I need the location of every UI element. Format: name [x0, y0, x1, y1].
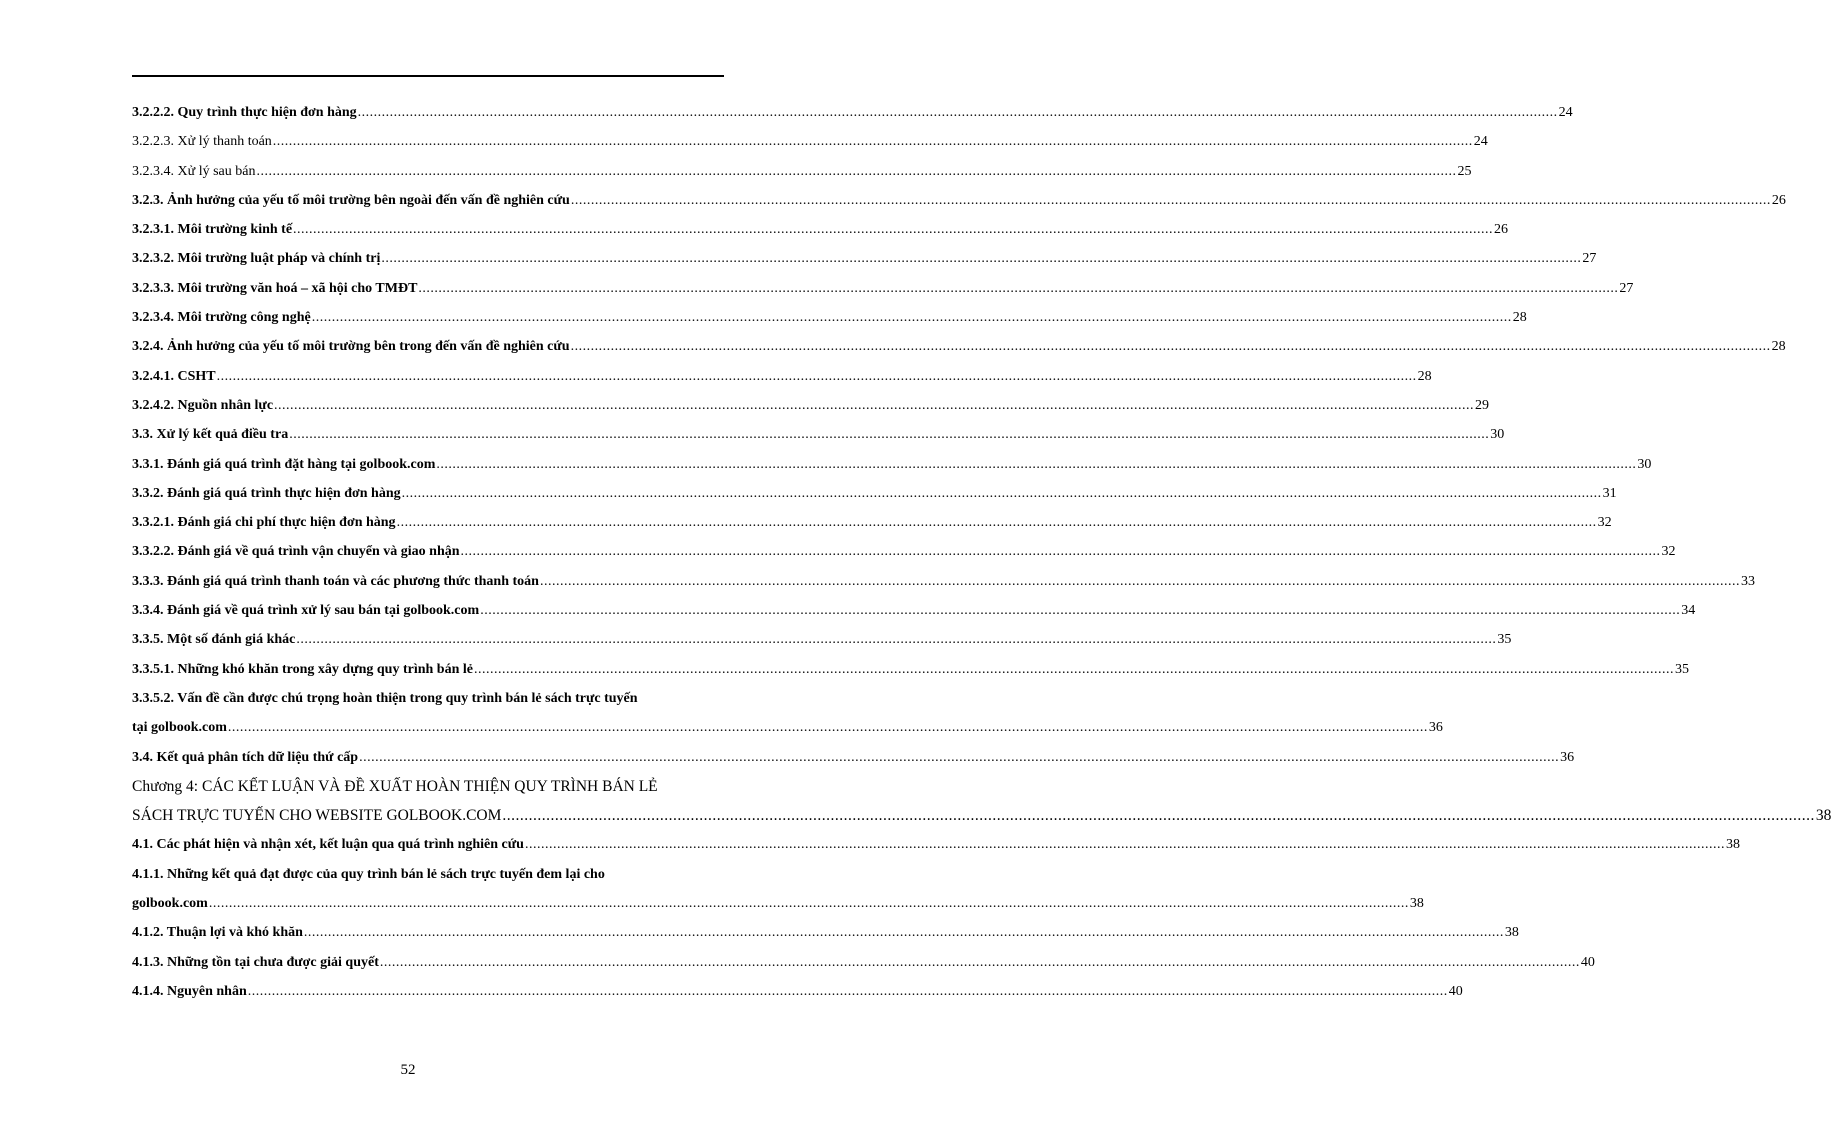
toc-page-number: 33 [1740, 573, 1755, 589]
toc-entry-line [132, 479, 1617, 508]
toc-entry-line-continued [132, 772, 722, 801]
toc-entry [132, 977, 1463, 1006]
toc-entry-title: 3.3.5.2. Vấn đề cần được chú trọng hoàn thiện trong quy trình bán lẻ sách trực tuyến [132, 690, 638, 706]
toc-entry [132, 567, 1755, 596]
toc-entry [132, 98, 1573, 127]
toc-dot-leader: ............................................................................................................................................................................................................................................................................................................ [401, 485, 1602, 501]
toc-page-number: 40 [1580, 954, 1595, 970]
toc-page-number: 36 [1560, 749, 1575, 765]
toc-entry [132, 186, 1786, 215]
toc-entry-title: 3.2.3.4. Môi trường công nghệ [132, 310, 311, 326]
toc-dot-leader: ............................................................................................................................................................................................................................................................................................................ [216, 368, 1417, 384]
toc-entry [132, 420, 1505, 449]
toc-entry-line [132, 537, 1676, 566]
page-number: 52 [400, 1062, 416, 1078]
toc-entry-line [132, 127, 1488, 156]
toc-page-number: 29 [1475, 397, 1490, 413]
toc-entry [132, 684, 1443, 743]
toc-dot-leader: ............................................................................................................................................................................................................................................................................................................ [359, 749, 1560, 765]
toc-dot-leader: ............................................................................................................................................................................................................................................................................................................ [436, 456, 1637, 472]
toc-entry-line [132, 830, 1740, 859]
toc-page-number: 25 [1457, 163, 1472, 179]
toc-page-number: 36 [1428, 720, 1443, 736]
toc-entry-line-continued [132, 684, 722, 713]
toc-entry-line [132, 713, 1443, 742]
toc-entry-line [132, 596, 1696, 625]
toc-entry [132, 157, 1472, 186]
toc-entry-line [132, 743, 1575, 772]
toc-page-number: 27 [1582, 251, 1597, 267]
toc-entry-line [132, 274, 1634, 303]
toc-entry-title: 4.1.2. Thuận lợi và khó khăn [132, 925, 303, 941]
toc-page-number: 30 [1637, 456, 1652, 472]
toc-entry-line-continued [132, 860, 722, 889]
toc-entry [132, 450, 1652, 479]
toc-page-number: 35 [1497, 632, 1512, 648]
toc-entry-title: SÁCH TRỰC TUYẾN CHO WEBSITE GOLBOOK.COM [132, 807, 502, 825]
toc-entry-line [132, 157, 1472, 186]
toc-entry-title: Chương 4: CÁC KẾT LUẬN VÀ ĐỀ XUẤT HOÀN THIỆN QUY TRÌNH BÁN LẺ [132, 777, 658, 795]
toc-entry-title: 3.3.2. Đánh giá quá trình thực hiện đơn hàng [132, 485, 401, 501]
toc-entry-line [132, 948, 1595, 977]
toc-dot-leader: ............................................................................................................................................................................................................................................................................................................ [274, 397, 1475, 413]
toc-entry-title: 4.1.1. Những kết quả đạt được của quy trình bán lẻ sách trực tuyến đem lại cho [132, 866, 605, 882]
toc-page-number: 30 [1490, 427, 1505, 443]
toc-entry-line [132, 977, 1463, 1006]
toc-entry [132, 215, 1509, 244]
toc-entry-title: 3.2.3.4. Xử lý sau bán [132, 163, 256, 179]
toc-entry-title: 3.2.3.1. Môi trường kinh tế [132, 222, 293, 238]
toc-page-number: 26 [1771, 192, 1786, 208]
toc-entry-title: 3.2.4.2. Nguồn nhân lực [132, 397, 274, 413]
toc-entry-title: 3.2.4. Ảnh hưởng của yếu tố môi trường bên trong đến vấn đề nghiên cứu [132, 339, 570, 355]
toc-entry-title: 3.2.3. Ảnh hưởng của yếu tố môi trường bên ngoài đến vấn đề nghiên cứu [132, 192, 570, 208]
toc-entry-line [132, 362, 1432, 391]
toc-entry-line [132, 215, 1509, 244]
toc-page-number: 24 [1558, 105, 1573, 120]
toc-page-number: 24 [1473, 134, 1488, 150]
toc-entry-line [132, 655, 1689, 684]
toc-dot-leader: ............................................................................................................................................................................................................................................................................................................ [293, 222, 1494, 238]
toc-dot-leader: ............................................................................................................................................................................................................................................................................................................ [247, 983, 1448, 999]
toc-entry-line [132, 420, 1505, 449]
toc-entry [132, 274, 1634, 303]
toc-entry [132, 596, 1696, 625]
toc-dot-leader: ............................................................................................................................................................................................................................................................................................................ [480, 603, 1681, 619]
toc-entry-title: 3.2.2.3. Xử lý thanh toán [132, 134, 272, 150]
toc-entry-line [132, 625, 1512, 654]
toc-entry-line [132, 450, 1652, 479]
toc-entry [132, 332, 1786, 361]
toc-entry-line [132, 391, 1490, 420]
toc-entry [132, 479, 1617, 508]
toc-dot-leader: ............................................................................................................................................................................................................................................................................................................ [303, 925, 1504, 941]
toc-entry [132, 244, 1597, 273]
toc-dot-leader: ............................................................................................................................................................................................................................................................................................................ [296, 632, 1497, 648]
toc-dot-leader: ............................................................................................................................................................................................................................................................................................................ [311, 310, 1512, 326]
toc-entry-title: 3.2.2.2. Quy trình thực hiện đơn hàng [132, 105, 357, 120]
toc-dot-leader: ............................................................................................................................................................................................................................................................................................................ [357, 105, 1558, 120]
toc-dot-leader: ............................................................................................................................................................................................................................................................................................................ [460, 544, 1661, 560]
toc-entry-title: 3.3.5.1. Những khó khăn trong xây dựng quy trình bán lẻ [132, 661, 473, 677]
toc-page-number: 32 [1661, 544, 1676, 560]
toc-entry-title: 3.3.5. Một số đánh giá khác [132, 632, 296, 648]
toc-entry [132, 127, 1488, 156]
toc-entry [132, 655, 1689, 684]
toc-entry-title: 3.4. Kết quả phân tích dữ liệu thứ cấp [132, 749, 359, 765]
toc-dot-leader: ............................................................................................................................................................................................................................................................................................................ [381, 251, 1582, 267]
toc-page-number: 31 [1602, 485, 1617, 501]
toc-entry-title: 4.1. Các phát hiện và nhận xét, kết luận qua quá trình nghiên cứu [132, 837, 524, 853]
toc-page-number: 38 [1504, 925, 1519, 941]
toc-dot-leader: ............................................................................................................................................................................................................................................................................................................ [379, 954, 1580, 970]
toc-dot-leader: ............................................................................................................................................................................................................................................................................................................ [539, 573, 1740, 589]
toc-page-number: 38 [1725, 837, 1740, 853]
toc-entry-title: 3.3.1. Đánh giá quá trình đặt hàng tại golbook.com [132, 456, 436, 472]
toc-page-number: 27 [1619, 280, 1634, 296]
toc-entry-title: 4.1.3. Những tồn tại chưa được giải quyết [132, 954, 379, 970]
toc-entry [132, 860, 1424, 919]
toc-entry-title: 3.3.2.2. Đánh giá về quá trình vận chuyển và giao nhận [132, 544, 460, 560]
toc-dot-leader: ............................................................................................................................................................................................................................................................................................................ [473, 661, 1674, 677]
toc-dot-leader: ............................................................................................................................................................................................................................................................................................................ [396, 515, 1597, 531]
toc-entry [132, 362, 1432, 391]
toc-dot-leader: ............................................................................................................................................................................................................................................................................................................ [289, 427, 1490, 443]
toc-entry-line [132, 244, 1597, 273]
toc-entry [132, 772, 1831, 831]
toc-entry-line [132, 332, 1786, 361]
toc-page-number: 32 [1597, 515, 1612, 531]
toc-entry-line [132, 186, 1786, 215]
toc-entry-title: 3.3.4. Đánh giá về quá trình xử lý sau bán tại golbook.com [132, 603, 480, 619]
toc-dot-leader: ............................................................................................................................................................................................................................................................................................................ [208, 896, 1409, 912]
toc-entry-line [132, 918, 1519, 947]
toc-page-number: 26 [1494, 222, 1509, 238]
toc-entry-line [132, 508, 1612, 537]
toc-dot-leader: ............................................................................................................................................................................................................................................................................................................ [570, 192, 1771, 208]
toc-dot-leader: ............................................................................................................................................................................................................................................................................................................ [502, 807, 1815, 825]
toc-entry [132, 508, 1612, 537]
toc-page-number: 35 [1674, 661, 1689, 677]
toc-entry [132, 948, 1595, 977]
toc-dot-leader: ............................................................................................................................................................................................................................................................................................................ [256, 163, 1457, 179]
table-of-contents [132, 98, 1831, 1006]
toc-entry [132, 303, 1527, 332]
toc-entry-line [132, 98, 1573, 127]
toc-entry-title: 3.3.3. Đánh giá quá trình thanh toán và các phương thức thanh toán [132, 573, 539, 589]
toc-page-number: 28 [1512, 310, 1527, 326]
toc-entry-title: 3.2.3.2. Môi trường luật pháp và chính trị [132, 251, 381, 267]
toc-entry-line [132, 801, 1831, 830]
toc-dot-leader: ............................................................................................................................................................................................................................................................................................................ [272, 134, 1473, 150]
toc-entry-title: golbook.com [132, 896, 208, 912]
toc-entry [132, 391, 1490, 420]
toc-dot-leader: ............................................................................................................................................................................................................................................................................................................ [227, 720, 1428, 736]
toc-entry-line [132, 889, 1424, 918]
toc-dot-leader: ............................................................................................................................................................................................................................................................................................................ [570, 339, 1771, 355]
toc-entry [132, 537, 1676, 566]
toc-entry-line [132, 567, 1755, 596]
toc-entry [132, 830, 1740, 859]
toc-page-number: 28 [1771, 339, 1786, 355]
header-rule [132, 75, 724, 77]
toc-entry-title: 4.1.4. Nguyên nhân [132, 983, 247, 999]
toc-page-number: 38 [1815, 807, 1831, 825]
toc-entry-title: tại golbook.com [132, 720, 227, 736]
toc-entry-title: 3.2.3.3. Môi trường văn hoá – xã hội cho TMĐT [132, 280, 418, 296]
toc-page-number: 34 [1681, 603, 1696, 619]
toc-dot-leader: ............................................................................................................................................................................................................................................................................................................ [418, 280, 1619, 296]
toc-entry [132, 743, 1575, 772]
toc-page-number: 28 [1417, 368, 1432, 384]
toc-dot-leader: ............................................................................................................................................................................................................................................................................................................ [524, 837, 1725, 853]
toc-entry [132, 918, 1519, 947]
toc-page-number: 38 [1409, 896, 1424, 912]
toc-page-number: 40 [1448, 983, 1463, 999]
toc-entry [132, 625, 1512, 654]
toc-entry-title: 3.3.2.1. Đánh giá chi phí thực hiện đơn hàng [132, 515, 396, 531]
toc-entry-line [132, 303, 1527, 332]
toc-entry-title: 3.3. Xử lý kết quả điều tra [132, 427, 289, 443]
toc-entry-title: 3.2.4.1. CSHT [132, 368, 216, 384]
